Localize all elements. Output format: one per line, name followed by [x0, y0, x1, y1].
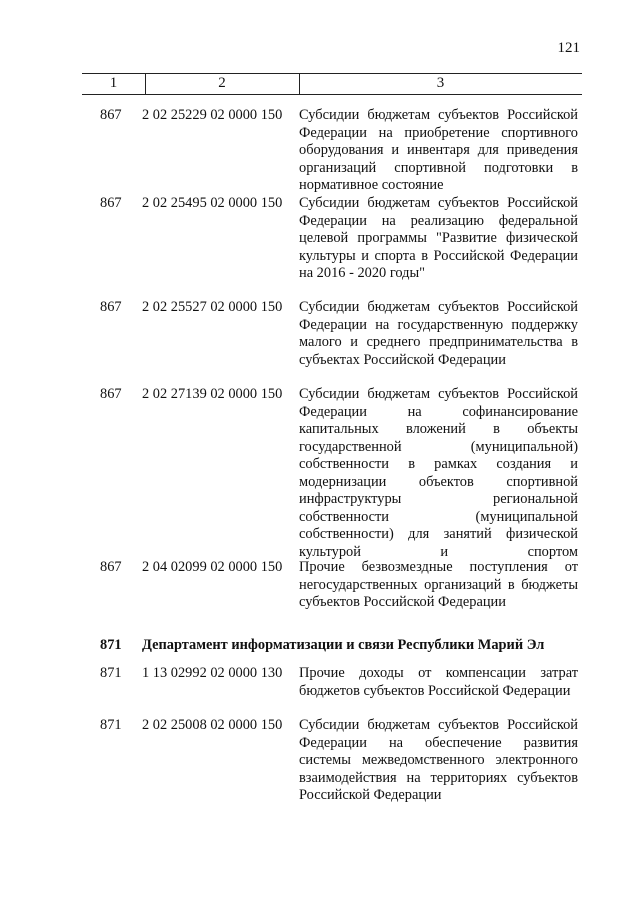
admin-code: 871	[100, 665, 122, 681]
column-2-header: 2	[218, 75, 226, 91]
budget-class-code: 1 13 02992 02 0000 130	[142, 665, 283, 681]
budget-class-code: 2 02 25495 02 0000 150	[142, 195, 283, 211]
budget-class-code: 2 02 27139 02 0000 150	[142, 386, 283, 402]
income-description: Прочие доходы от компенсации затрат бюджетов субъектов Российской Федерации	[299, 665, 578, 699]
column-1-header: 1	[109, 75, 118, 91]
income-description: Субсидии бюджетам субъектов Российской Федерации на софинансирование капитальных вложений в объекты государственной (муниципальной) собственности в рамках создания и модернизации объектов спортивной инфраструктуры региональной собственности (муниципальной собственности) для занятий физической культурой и спортом	[299, 386, 578, 560]
admin-code: 871	[100, 637, 122, 653]
table-header	[82, 73, 582, 95]
department-title: Департамент информатизации и связи Республики Марий Эл	[142, 637, 545, 653]
admin-code: 867	[100, 559, 122, 575]
admin-code: 867	[100, 195, 122, 211]
page-number: 121	[557, 40, 580, 56]
budget-class-code: 2 02 25008 02 0000 150	[142, 717, 283, 733]
income-description: Субсидии бюджетам субъектов Российской Федерации на обеспечение развития системы межведомственного электронного взаимодействия на территориях субъектов Российской Федерации	[299, 717, 578, 803]
income-description: Субсидии бюджетам субъектов Российской Федерации на государственную поддержку малого и среднего предпринимательства в субъектах Российской Федерации	[299, 299, 578, 368]
admin-code: 867	[100, 107, 122, 123]
budget-class-code: 2 04 02099 02 0000 150	[142, 559, 283, 575]
budget-class-code: 2 02 25527 02 0000 150	[142, 299, 283, 315]
admin-code: 867	[100, 386, 122, 402]
income-description: Субсидии бюджетам субъектов Российской Федерации на приобретение спортивного оборудования и инвентаря для приведения организаций спортивной подготовки в нормативное состояние	[299, 107, 578, 193]
budget-class-code: 2 02 25229 02 0000 150	[142, 107, 283, 123]
admin-code: 867	[100, 299, 122, 315]
admin-code: 871	[100, 717, 122, 733]
income-description: Субсидии бюджетам субъектов Российской Федерации на реализацию федеральной целевой программы "Развитие физической культуры и спорта в Российской Федерации на 2016 - 2020 годы"	[299, 195, 578, 281]
column-3-header: 3	[436, 75, 445, 91]
income-description: Прочие безвозмездные поступления от негосударственных организаций в бюджеты субъектов Российской Федерации	[299, 559, 578, 610]
